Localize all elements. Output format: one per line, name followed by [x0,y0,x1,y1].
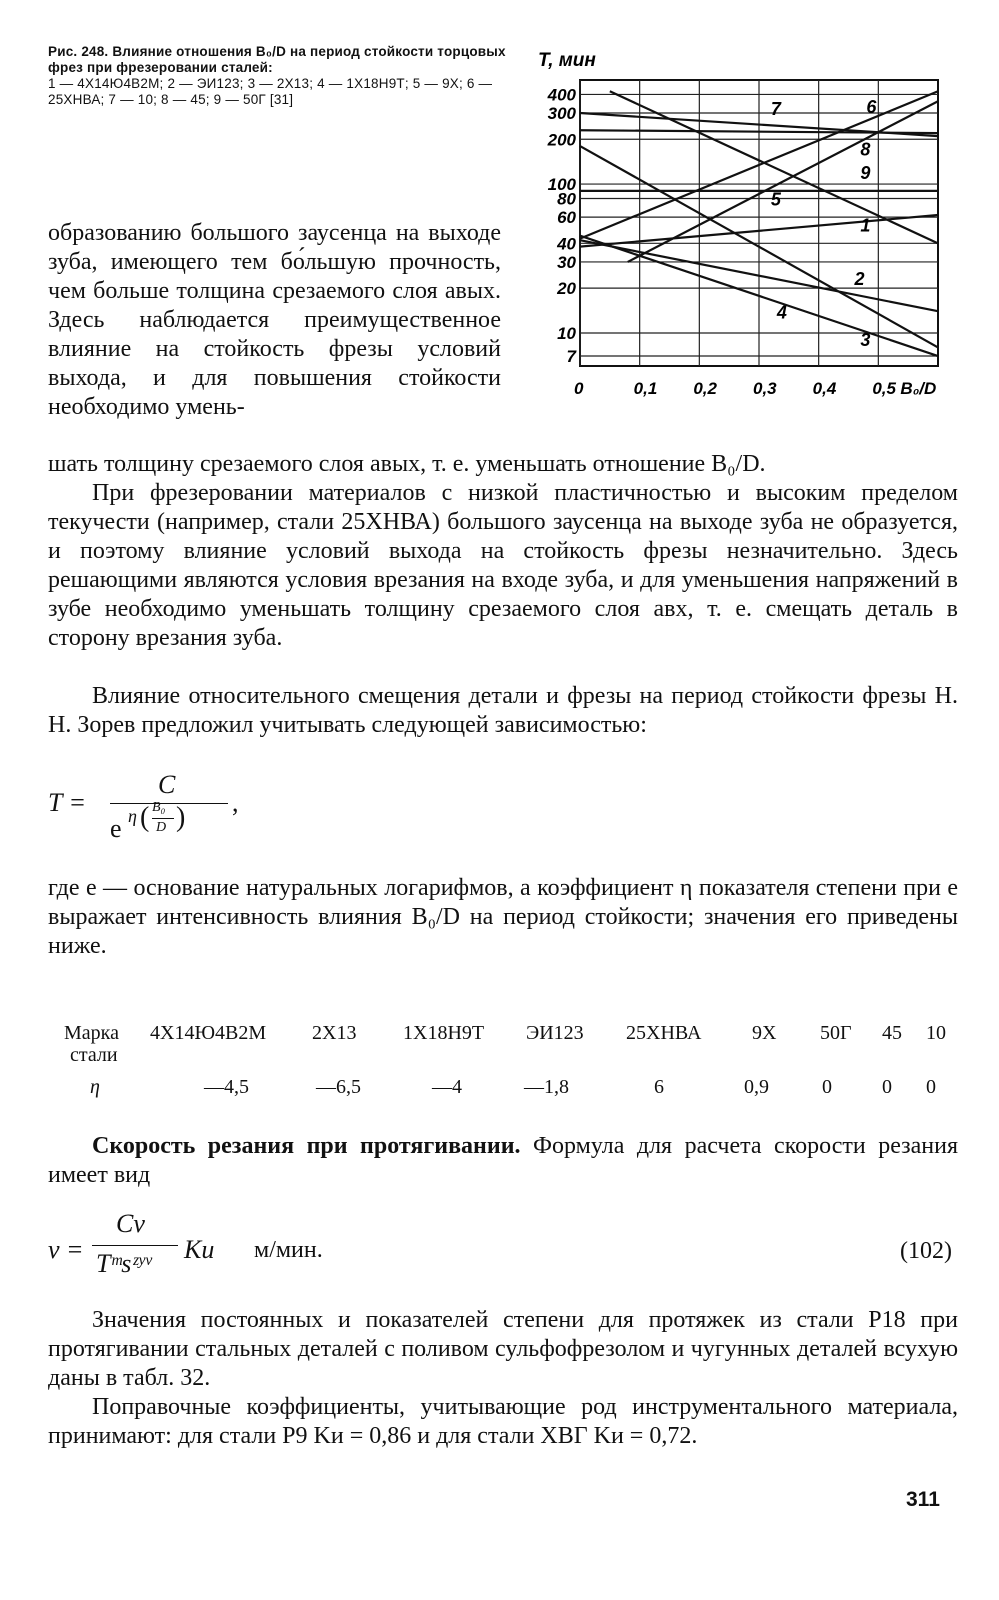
chart-grid [580,80,938,366]
series-label-7: 7 [770,99,781,120]
y-axis-label: T, мин [538,50,596,71]
section-heading: Скорость резания при протягивании. [92,1133,521,1159]
paragraph-wrap: образованию большого заусенца на выходе зуба, имеющего тем бо́льшую прочность, чем больше толщина срезаемого слоя aвых. Здесь наблюдается преимущественное влияние на стойкость фрезы условий выхода, и для повышения стойкости необходимо умень- [48,220,501,420]
y-tick-label: 20 [557,279,576,299]
y-tick-label: 200 [547,130,576,150]
equation-number: (102) [900,1238,952,1264]
series-label-9: 9 [860,163,871,184]
exp-frac-num: B₀ [152,800,166,815]
x-tick-label: 0,3 [753,379,777,398]
fraction-bar [110,803,228,804]
figure-caption [48,44,508,108]
eta-6: 0 [822,1076,832,1098]
series-label-2: 2 [854,268,865,289]
eta-0: —4,5 [204,1076,249,1098]
y-tick-label: 300 [547,104,576,124]
grade-1: 2Х13 [312,1022,357,1044]
paragraph-2: При фрезеровании материалов с низкой пластичностью и высоким пределом текучести (например, стали 25ХНВА) большого заусенца на выходе зуба не образуется, и поэтому влияние условий выхода на стойкость фрезы незначительно. Здесь решающими являются условия врезания на входе зуба, и для уменьшения напряжений в зубе необходимо уменьшать толщину срезаемого слоя aвх, т. е. смещать деталь в сторону врезания зуба. [48,480,958,651]
formula-base: e [110,814,122,843]
speed-units: м/мин. [254,1237,323,1263]
speed-lhs: v = [48,1235,84,1264]
series-label-1: 1 [860,215,871,236]
page-number: 311 [906,1488,940,1511]
series-line-9 [580,130,938,133]
x-tick-label: 0,4 [812,379,837,398]
paragraph-3: Влияние относительного смещения детали и фрезы на период стойкости фрезы Н. Н. Зорев предложил учитывать следующей зависимостью: [48,683,958,738]
eta-3: —1,8 [524,1076,569,1098]
grade-3: ЭИ123 [526,1022,584,1044]
eta-5: 0,9 [744,1076,769,1098]
tool-life-chart [538,46,958,422]
section-paragraph [48,1132,958,1190]
eta-8: 0 [926,1076,936,1098]
grade-6: 50Г [820,1022,852,1044]
eta-1: —6,5 [316,1076,361,1098]
grade-2: 1Х18Н9Т [403,1022,485,1044]
eta-label: η [90,1076,100,1098]
speed-num: Cv [116,1209,145,1238]
y-tick-label: 400 [547,85,576,105]
grade-5: 9Х [752,1022,777,1044]
grade-4: 25ХНВА [626,1022,702,1044]
table-row-label2 [64,1044,959,1076]
table-row-eta [64,1076,959,1104]
grade-7: 45 [882,1022,902,1044]
series-label-4: 4 [776,302,787,323]
eta-7: 0 [882,1076,892,1098]
paragraph-4: где e — основание натуральных логарифмов, а коэффициент η показателя степени при e выражает интенсивность влияния B₀/D на период стойкости; значения его приведены ниже. [48,875,958,959]
y-tick-label: 40 [557,234,576,254]
table-row-grades [64,1022,959,1050]
series-label-5: 5 [770,189,781,210]
paragraph-continuation: шать толщину срезаемого слоя aвых, т. е. уменьшать отношение B₀/D. [48,451,766,477]
formula-exponent: η [128,806,137,826]
series-label-6: 6 [866,97,877,118]
paragraph-5: Значения постоянных и показателей степени для протяжек из стали Р18 при протягивании стальных деталей с поливом сульфофрезолом и чугунных деталей всухую даны в табл. 32. [48,1307,958,1391]
formula-speed [48,1205,468,1285]
caption-legend: 1 — 4Х14Ю4В2М; 2 — ЭИ123; 3 — 2Х13; 4 — 1Х18Н9Т; 5 — 9Х; 6 — 25ХНВА; 7 — 10; 8 — 45; 9 — 50Г [31] [48,76,493,107]
paragraph-6: Поправочные коэффициенты, учитывающие род инструментального материала, принимают: для стали Р9 Kи = 0,86 и для стали ХВГ Kи = 0,72. [48,1394,958,1449]
x-tick-label: 0,1 [633,379,658,398]
x-axis-label: B₀/D [900,379,937,398]
series-label-3: 3 [860,329,871,350]
x-tick-label: 0 [574,379,584,398]
formula-zorev: T = C e η ( B₀ D ) , [48,770,239,843]
exp-frac-den: D [156,820,167,835]
formula-lhs: T = [48,788,87,817]
y-tick-label: 80 [557,189,576,209]
section-text: Формула для расчета скорости резания имеет вид [48,1133,958,1188]
y-tick-label: 30 [557,252,576,272]
x-tick-label: 0,2 [693,379,717,398]
speed-den: Tᵐsᶻʸᵛ [96,1249,152,1278]
chart-svg [538,46,958,422]
eta-table [64,1022,959,1104]
grade-8: 10 [926,1022,946,1044]
grade-0: 4Х14Ю4В2М [150,1022,267,1044]
x-tick-label: 0,5 [872,379,896,398]
y-tick-label: 10 [557,323,576,343]
eta-2: —4 [432,1076,462,1098]
y-tick-label: 7 [566,347,576,367]
grade-label-2: стали [70,1044,118,1066]
speed-k: Kи [184,1235,215,1264]
y-tick-label: 60 [557,208,576,228]
grade-label: Марка [64,1022,119,1044]
y-tick-label: 100 [547,175,576,195]
formula-numerator: C [158,770,176,799]
eta-4: 6 [654,1076,664,1098]
speed-fraction-bar [92,1245,178,1246]
series-label-8: 8 [860,139,871,160]
formula-comma: , [232,788,239,817]
caption-title: Рис. 248. Влияние отношения B₀/D на период стойкости торцовых фрез при фрезеровании сталей: [48,44,506,75]
